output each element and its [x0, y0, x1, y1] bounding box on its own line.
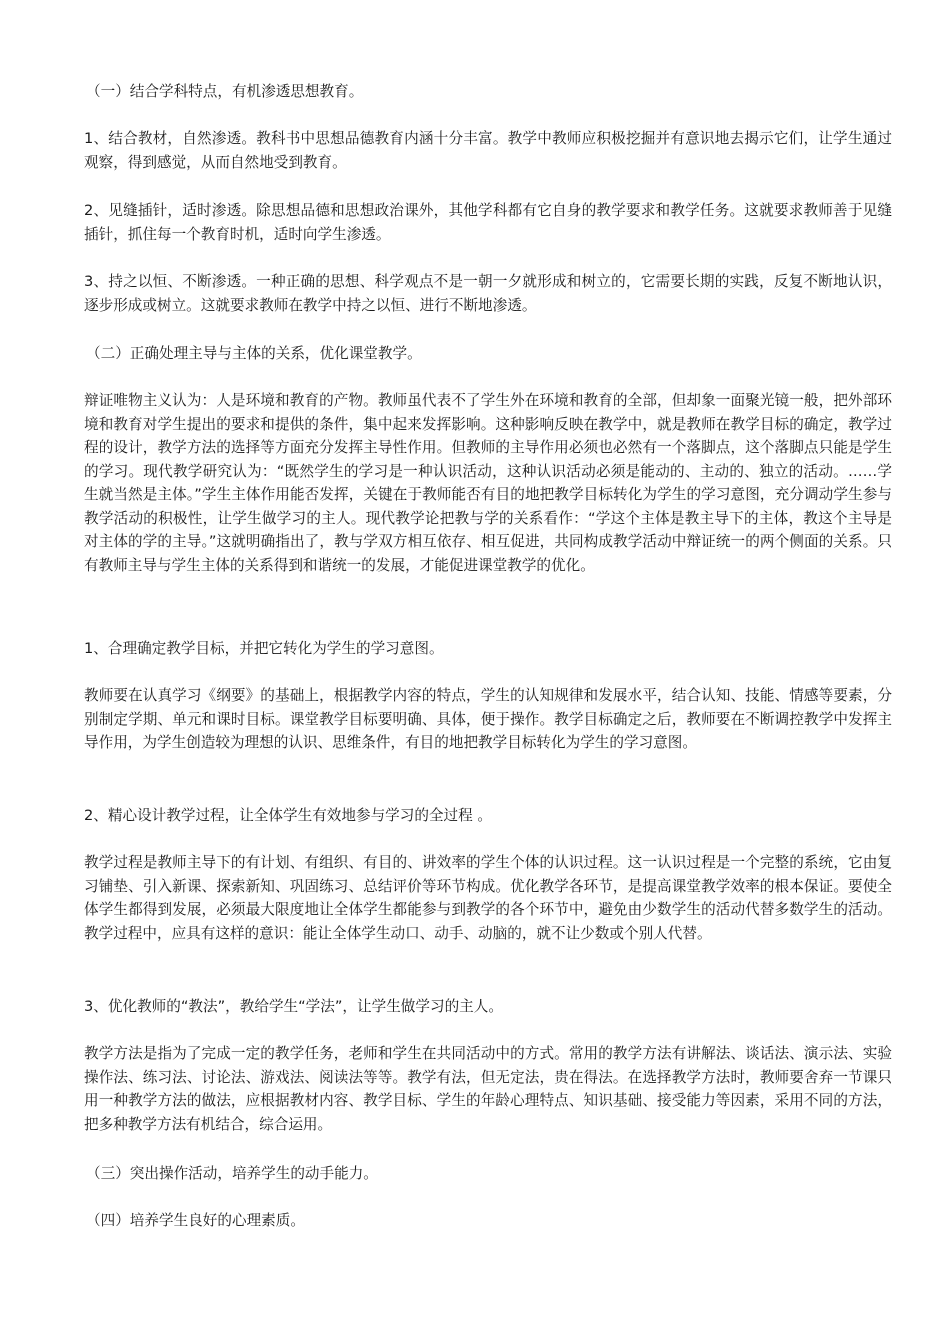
section-heading-1: （一）结合学科特点，有机渗透思想教育。 [86, 83, 364, 100]
paragraph-2-3: 教学方法是指为了完成一定的教学任务，老师和学生在共同活动中的方式。常用的教学方法有讲解法、谈话法、演示法、实验操作法、练习法、讨论法、游戏法、阅读法等等。教学有法，但无定法，贵在得法。在选择教学方法时，教师要舍弃一节课只用一种教学方法的做法，应根据教材内容、教学目标、学生的年龄心理特点、知识基础、接受能力等因素，采用不同的方法，把多种教学方法有机结合，综合运用。 [84, 1045, 892, 1133]
paragraph-2-2: 教学过程是教师主导下的有计划、有组织、有目的、讲效率的学生个体的认识过程。这一认识过程是一个完整的系统，它由复习铺垫、引入新课、探索新知、巩固练习、总结评价等环节构成。优化教学各环节，是提高课堂教学效率的根本保证。要使全体学生都得到发展，必须最大限度地让全体学生都能参与到教学的各个环节中，避免由少数学生的活动代替多数学生的活动。教学过程中，应具有这样的意识：能让全体学生动口、动手、动脑的，就不让少数或个别人代替。 [84, 854, 892, 942]
section-heading-2: （二）正确处理主导与主体的关系，优化课堂教学。 [86, 345, 422, 362]
subheading-2-1: 1、合理确定教学目标，并把它转化为学生的学习意图。 [84, 640, 444, 657]
subheading-2-2: 2、精心设计教学过程，让全体学生有效地参与学习的全过程 。 [84, 807, 492, 824]
subheading-2-3: 3、优化教师的“教法”，教给学生“学法”，让学生做学习的主人。 [84, 998, 503, 1015]
paragraph-1-3: 3、持之以恒、不断渗透。一种正确的思想、科学观点不是一朝一夕就形成和树立的，它需要长期的实践，反复不断地认识，逐步形成或树立。这就要求教师在教学中持之以恒、进行不断地渗透。 [84, 273, 892, 314]
paragraph-2-intro: 辩证唯物主义认为：人是环境和教育的产物。教师虽代表不了学生外在环境和教育的全部，但却象一面聚光镜一般，把外部环境和教育对学生提出的要求和提供的条件，集中起来发挥影响。这种影响反映在教学中，就是教师在教学目标的确定，教学过程的设计，教学方法的选择等方面充分发挥主导性作用。但教师的主导作用必须也必然有一个落脚点，这个落脚点只能是学生的学习。现代教学研究认为：“既然学生的学习是一种认识活动，这种认识活动必须是能动的、主动的、独立的活动。……学生就当然是主体。”学生主体作用能否发挥，关键在于教师能否有目的地把教学目标转化为学生的学习意图，充分调动学生参与教学活动的积极性，让学生做学习的主人。现代教学论把教与学的关系看作：“学这个主体是教主导下的主体，教这个主导是对主体的学的主导。”这就明确指出了，教与学双方相互依存、相互促进，共同构成教学活动中辩证统一的两个侧面的关系。只有教师主导与学生主体的关系得到和谐统一的发展，才能促进课堂教学的优化。 [84, 392, 892, 574]
paragraph-2-1: 教师要在认真学习《纲要》的基础上，根据教学内容的特点，学生的认知规律和发展水平，结合认知、技能、情感等要素，分别制定学期、单元和课时目标。课堂教学目标要明确、具体，便于操作。教学目标确定之后，教师要在不断调控教学中发挥主导作用，为学生创造较为理想的认识、思维条件，有目的地把教学目标转化为学生的学习意图。 [84, 687, 892, 751]
paragraph-1-2: 2、见缝插针，适时渗透。除思想品德和思想政治课外，其他学科都有它自身的教学要求和教学任务。这就要求教师善于见缝插针，抓住每一个教育时机，适时向学生渗透。 [84, 202, 892, 243]
paragraph-1-1: 1、结合教材，自然渗透。教科书中思想品德教育内涵十分丰富。教学中教师应积极挖掘并有意识地去揭示它们，让学生通过观察，得到感觉，从而自然地受到教育。 [84, 130, 892, 171]
section-heading-3: （三）突出操作活动，培养学生的动手能力。 [86, 1165, 378, 1182]
section-heading-4: （四）培养学生良好的心理素质。 [86, 1212, 305, 1229]
